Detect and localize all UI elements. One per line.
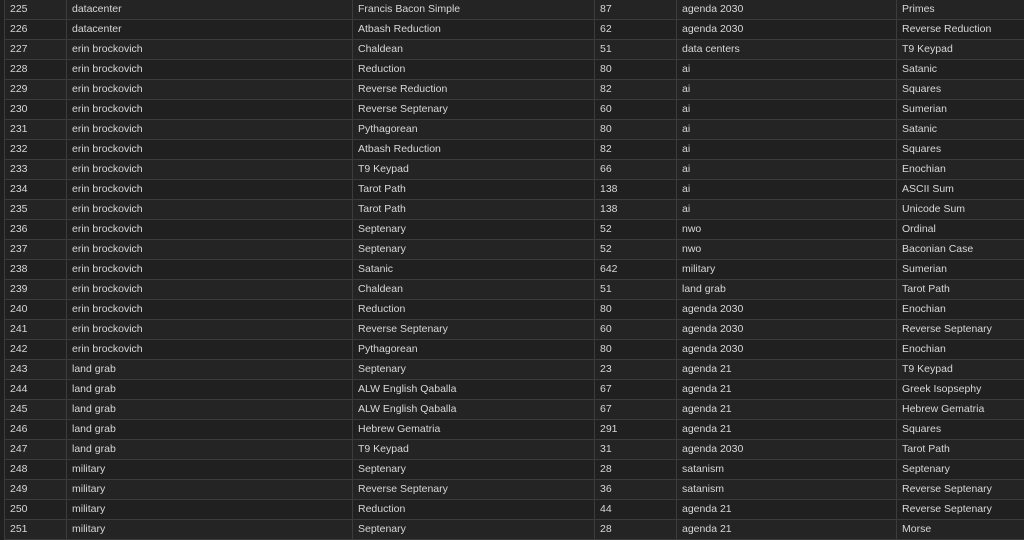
value-cell: 51 [595, 280, 677, 300]
match-word-cell: ai [677, 180, 897, 200]
match-cipher-cell: Ordinal [897, 220, 1024, 240]
match-cipher-cell: Reverse Septenary [897, 480, 1024, 500]
cipher-cell: Reverse Reduction [353, 80, 595, 100]
match-word-cell: ai [677, 140, 897, 160]
match-cipher-cell: Sumerian [897, 260, 1024, 280]
results-table [4, 0, 1024, 540]
match-cipher-cell: Reverse Reduction [897, 20, 1024, 40]
word-cell: datacenter [67, 0, 353, 20]
value-cell: 28 [595, 520, 677, 540]
word-cell: erin brockovich [67, 340, 353, 360]
match-cipher-cell: Greek Isopsephy [897, 380, 1024, 400]
cipher-cell: Septenary [353, 520, 595, 540]
value-cell: 82 [595, 80, 677, 100]
value-cell: 138 [595, 180, 677, 200]
cipher-cell: Reduction [353, 500, 595, 520]
table-row [5, 160, 1024, 180]
table-row [5, 260, 1024, 280]
word-cell: erin brockovich [67, 80, 353, 100]
match-cipher-cell: Enochian [897, 340, 1024, 360]
value-cell: 28 [595, 460, 677, 480]
value-cell: 62 [595, 20, 677, 40]
cipher-cell: ALW English Qaballa [353, 400, 595, 420]
cipher-cell: Tarot Path [353, 200, 595, 220]
row-id-cell: 238 [5, 260, 67, 280]
row-id-cell: 232 [5, 140, 67, 160]
word-cell: erin brockovich [67, 300, 353, 320]
word-cell: erin brockovich [67, 220, 353, 240]
cipher-cell: ALW English Qaballa [353, 380, 595, 400]
value-cell: 36 [595, 480, 677, 500]
row-id-cell: 230 [5, 100, 67, 120]
value-cell: 60 [595, 320, 677, 340]
row-id-cell: 243 [5, 360, 67, 380]
row-id-cell: 227 [5, 40, 67, 60]
match-cipher-cell: Squares [897, 420, 1024, 440]
match-cipher-cell: Septenary [897, 460, 1024, 480]
row-id-cell: 242 [5, 340, 67, 360]
cipher-cell: Hebrew Gematria [353, 420, 595, 440]
row-id-cell: 244 [5, 380, 67, 400]
word-cell: datacenter [67, 20, 353, 40]
table-row [5, 400, 1024, 420]
table-row [5, 440, 1024, 460]
value-cell: 52 [595, 240, 677, 260]
match-word-cell: military [677, 260, 897, 280]
cipher-cell: Reduction [353, 60, 595, 80]
match-cipher-cell: Squares [897, 140, 1024, 160]
match-word-cell: agenda 21 [677, 420, 897, 440]
match-word-cell: agenda 2030 [677, 320, 897, 340]
match-cipher-cell: Tarot Path [897, 280, 1024, 300]
row-id-cell: 228 [5, 60, 67, 80]
value-cell: 80 [595, 120, 677, 140]
match-cipher-cell: Sumerian [897, 100, 1024, 120]
cipher-cell: Chaldean [353, 40, 595, 60]
match-cipher-cell: Satanic [897, 60, 1024, 80]
match-word-cell: nwo [677, 220, 897, 240]
row-id-cell: 225 [5, 0, 67, 20]
table-row [5, 60, 1024, 80]
value-cell: 642 [595, 260, 677, 280]
match-word-cell: ai [677, 120, 897, 140]
match-word-cell: ai [677, 60, 897, 80]
word-cell: erin brockovich [67, 40, 353, 60]
word-cell: erin brockovich [67, 120, 353, 140]
word-cell: military [67, 480, 353, 500]
row-id-cell: 249 [5, 480, 67, 500]
row-id-cell: 235 [5, 200, 67, 220]
word-cell: land grab [67, 360, 353, 380]
match-cipher-cell: T9 Keypad [897, 40, 1024, 60]
table-row [5, 300, 1024, 320]
word-cell: erin brockovich [67, 180, 353, 200]
match-word-cell: satanism [677, 480, 897, 500]
match-word-cell: agenda 21 [677, 360, 897, 380]
cipher-cell: Tarot Path [353, 180, 595, 200]
cipher-cell: Francis Bacon Simple [353, 0, 595, 20]
match-word-cell: ai [677, 160, 897, 180]
row-id-cell: 241 [5, 320, 67, 340]
row-id-cell: 245 [5, 400, 67, 420]
row-id-cell: 237 [5, 240, 67, 260]
table-row [5, 240, 1024, 260]
value-cell: 80 [595, 340, 677, 360]
match-cipher-cell: Tarot Path [897, 440, 1024, 460]
match-cipher-cell: Unicode Sum [897, 200, 1024, 220]
match-cipher-cell: Squares [897, 80, 1024, 100]
table-row [5, 320, 1024, 340]
match-word-cell: land grab [677, 280, 897, 300]
results-table-body [5, 0, 1024, 540]
table-row [5, 40, 1024, 60]
table-row [5, 360, 1024, 380]
row-id-cell: 250 [5, 500, 67, 520]
match-word-cell: agenda 21 [677, 380, 897, 400]
row-id-cell: 240 [5, 300, 67, 320]
cipher-cell: Septenary [353, 240, 595, 260]
cipher-cell: Septenary [353, 220, 595, 240]
table-row [5, 120, 1024, 140]
value-cell: 291 [595, 420, 677, 440]
value-cell: 87 [595, 0, 677, 20]
word-cell: land grab [67, 400, 353, 420]
table-row [5, 520, 1024, 540]
word-cell: erin brockovich [67, 60, 353, 80]
table-row [5, 420, 1024, 440]
word-cell: erin brockovich [67, 200, 353, 220]
table-row [5, 80, 1024, 100]
word-cell: land grab [67, 440, 353, 460]
row-id-cell: 233 [5, 160, 67, 180]
cipher-cell: Satanic [353, 260, 595, 280]
table-row [5, 20, 1024, 40]
table-row [5, 200, 1024, 220]
cipher-cell: Reverse Septenary [353, 320, 595, 340]
cipher-cell: T9 Keypad [353, 440, 595, 460]
match-word-cell: ai [677, 80, 897, 100]
cipher-cell: Septenary [353, 360, 595, 380]
value-cell: 80 [595, 300, 677, 320]
match-word-cell: nwo [677, 240, 897, 260]
cipher-cell: Reduction [353, 300, 595, 320]
row-id-cell: 246 [5, 420, 67, 440]
value-cell: 80 [595, 60, 677, 80]
word-cell: military [67, 460, 353, 480]
match-cipher-cell: ASCII Sum [897, 180, 1024, 200]
table-row [5, 140, 1024, 160]
word-cell: erin brockovich [67, 260, 353, 280]
cipher-cell: Septenary [353, 460, 595, 480]
table-row [5, 220, 1024, 240]
match-word-cell: ai [677, 100, 897, 120]
row-id-cell: 231 [5, 120, 67, 140]
table-row [5, 180, 1024, 200]
value-cell: 52 [595, 220, 677, 240]
match-word-cell: satanism [677, 460, 897, 480]
table-row [5, 500, 1024, 520]
cipher-cell: Chaldean [353, 280, 595, 300]
match-word-cell: data centers [677, 40, 897, 60]
cipher-cell: Pythagorean [353, 120, 595, 140]
value-cell: 67 [595, 400, 677, 420]
match-cipher-cell: Hebrew Gematria [897, 400, 1024, 420]
match-word-cell: agenda 2030 [677, 440, 897, 460]
row-id-cell: 251 [5, 520, 67, 540]
match-cipher-cell: Morse [897, 520, 1024, 540]
match-word-cell: agenda 2030 [677, 300, 897, 320]
table-row [5, 280, 1024, 300]
word-cell: military [67, 520, 353, 540]
match-cipher-cell: Satanic [897, 120, 1024, 140]
value-cell: 23 [595, 360, 677, 380]
table-row [5, 0, 1024, 20]
word-cell: military [67, 500, 353, 520]
row-id-cell: 239 [5, 280, 67, 300]
row-id-cell: 226 [5, 20, 67, 40]
match-cipher-cell: T9 Keypad [897, 360, 1024, 380]
match-word-cell: agenda 21 [677, 520, 897, 540]
value-cell: 31 [595, 440, 677, 460]
value-cell: 67 [595, 380, 677, 400]
value-cell: 82 [595, 140, 677, 160]
word-cell: land grab [67, 420, 353, 440]
row-id-cell: 236 [5, 220, 67, 240]
match-cipher-cell: Primes [897, 0, 1024, 20]
row-id-cell: 247 [5, 440, 67, 460]
word-cell: erin brockovich [67, 140, 353, 160]
match-word-cell: agenda 2030 [677, 340, 897, 360]
row-id-cell: 234 [5, 180, 67, 200]
value-cell: 138 [595, 200, 677, 220]
match-cipher-cell: Reverse Septenary [897, 320, 1024, 340]
word-cell: erin brockovich [67, 280, 353, 300]
table-row [5, 100, 1024, 120]
row-id-cell: 229 [5, 80, 67, 100]
word-cell: erin brockovich [67, 320, 353, 340]
cipher-cell: Reverse Septenary [353, 480, 595, 500]
cipher-cell: Atbash Reduction [353, 140, 595, 160]
word-cell: erin brockovich [67, 160, 353, 180]
cipher-cell: T9 Keypad [353, 160, 595, 180]
value-cell: 51 [595, 40, 677, 60]
cipher-cell: Pythagorean [353, 340, 595, 360]
match-word-cell: ai [677, 200, 897, 220]
word-cell: erin brockovich [67, 240, 353, 260]
match-cipher-cell: Enochian [897, 160, 1024, 180]
word-cell: land grab [67, 380, 353, 400]
value-cell: 60 [595, 100, 677, 120]
cipher-cell: Atbash Reduction [353, 20, 595, 40]
match-cipher-cell: Enochian [897, 300, 1024, 320]
row-id-cell: 248 [5, 460, 67, 480]
match-word-cell: agenda 2030 [677, 0, 897, 20]
match-word-cell: agenda 21 [677, 400, 897, 420]
match-cipher-cell: Reverse Septenary [897, 500, 1024, 520]
table-row [5, 340, 1024, 360]
word-cell: erin brockovich [67, 100, 353, 120]
match-word-cell: agenda 2030 [677, 20, 897, 40]
table-row [5, 380, 1024, 400]
table-row [5, 460, 1024, 480]
table-row [5, 480, 1024, 500]
cipher-cell: Reverse Septenary [353, 100, 595, 120]
value-cell: 44 [595, 500, 677, 520]
value-cell: 66 [595, 160, 677, 180]
match-word-cell: agenda 21 [677, 500, 897, 520]
match-cipher-cell: Baconian Case [897, 240, 1024, 260]
